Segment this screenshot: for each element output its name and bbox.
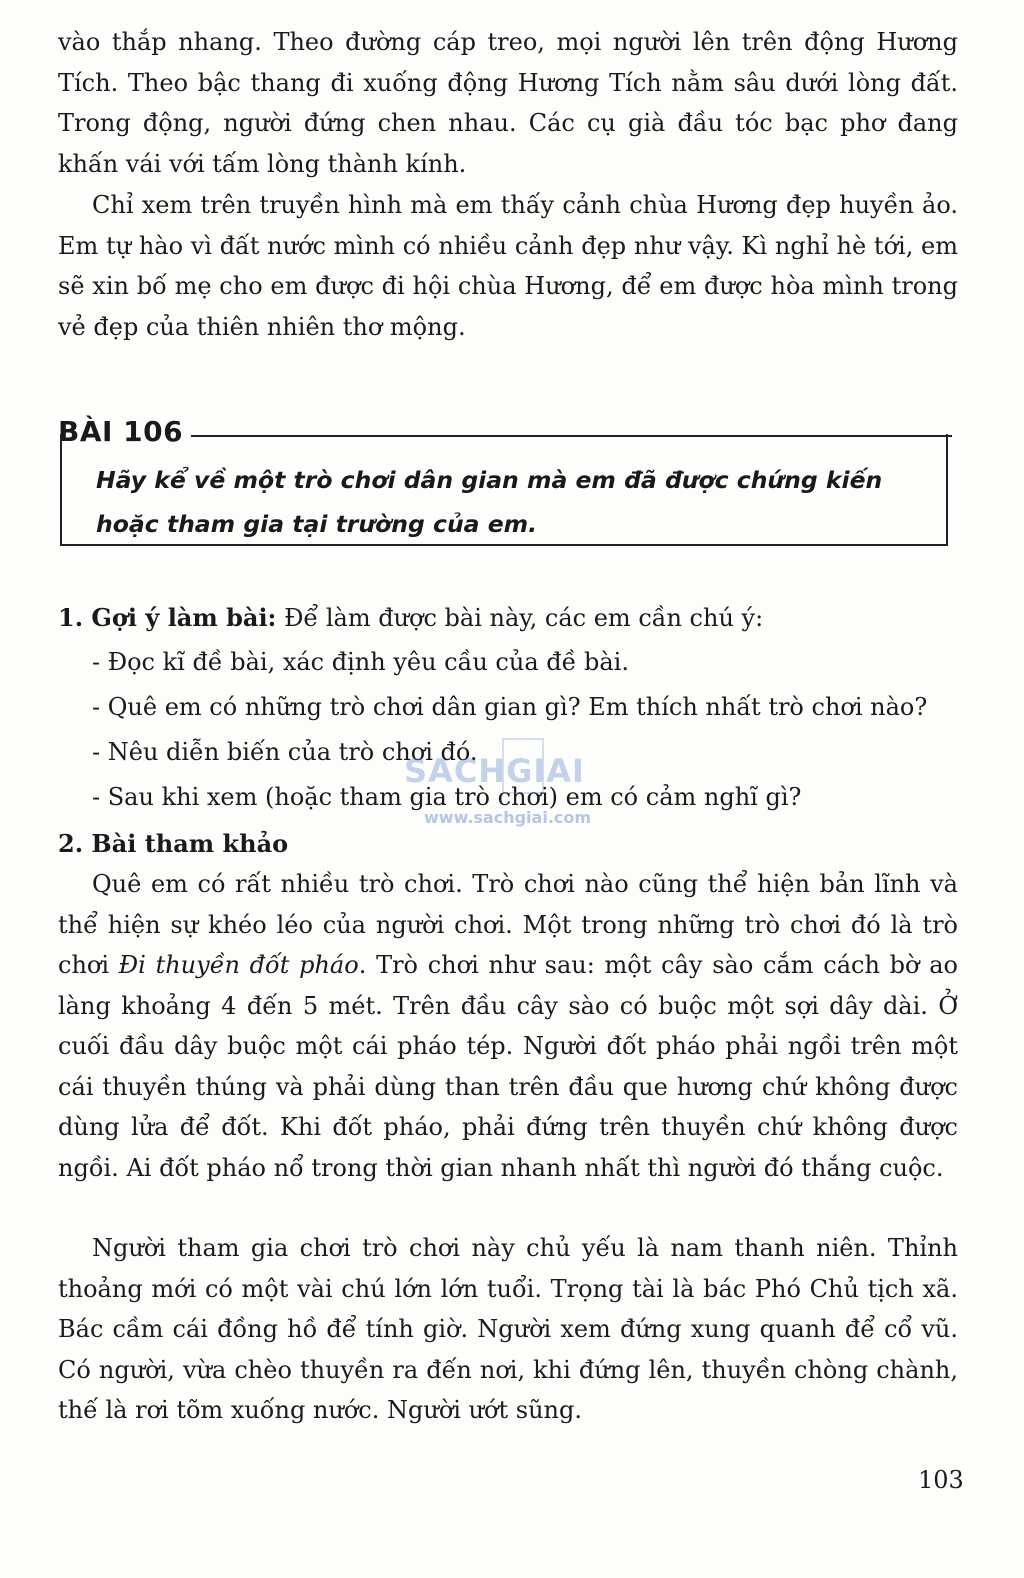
lesson-title: BÀI 106	[58, 412, 191, 452]
reference-paragraph-1-end: . Trò chơi như sau: một cây sào cắm cách bờ ao làng khoảng 4 đến 5 mét. Trên đầu cây sào có buộc một sợi dây dài. Ở cuối đầu dây buộc một cái pháo tép. Người đốt pháo phải ngồi trên một cái thuyền thúng và phải dùng than trên đầu que hương chứ không được dùng lửa để đốt. Khi đốt pháo, phải đứng trên thuyền chứ không được ngồi. Ai đốt pháo nổ trong thời gian nhanh nhất thì người đó thắng cuộc.	[58, 951, 959, 1182]
task-box	[60, 434, 948, 546]
intro-paragraph-1: vào thắp nhang. Theo đường cáp treo, mọi người lên trên động Hương Tích. Theo bậc thang đi xuống động Hương Tích nằm sâu dưới lòng đất. Trong động, người đứng chen nhau. Các cụ già đầu tóc bạc phơ đang khấn vái với tấm lòng thành kính.	[58, 28, 958, 178]
guide-item: - Đọc kĩ đề bài, xác định yêu cầu của đề bài.	[92, 648, 629, 676]
task-text: Hãy kể về một trò chơi dân gian mà em đã được chứng kiến hoặc tham gia tại trường của em.	[96, 466, 883, 538]
guide-heading: 1. Gợi ý làm bài:	[58, 603, 277, 632]
guide-intro: Để làm được bài này, các em cần chú ý:	[284, 604, 764, 632]
intro-paragraph-2: Chỉ xem trên truyền hình mà em thấy cảnh chùa Hương đẹp huyền ảo. Em tự hào vì đất nước mình có nhiều cảnh đẹp như vậy. Kì nghỉ hè tới, em sẽ xin bố mẹ cho em được đi hội chùa Hương, để em được hòa mình trong vẻ đẹp của thiên nhiên thơ mộng.	[58, 191, 958, 341]
guide-list	[92, 640, 927, 820]
game-name: Đi thuyền đốt pháo	[118, 951, 359, 979]
guide-item: - Nêu diễn biến của trò chơi đó.	[92, 738, 478, 766]
guide-item: - Sau khi xem (hoặc tham gia trò chơi) em có cảm nghĩ gì?	[92, 783, 802, 811]
reference-paragraph-2: Người tham gia chơi trò chơi này chủ yếu là nam thanh niên. Thỉnh thoảng mới có một vài chú lớn lớn tuổi. Trọng tài là bác Phó Chủ tịch xã. Bác cầm cái đồng hồ để tính giờ. Người xem đứng xung quanh để cổ vũ. Có người, vừa chèo thuyền ra đến nơi, khi đứng lên, thuyền chòng chành, thế là rơi tõm xuống nước. Người ướt sũng.	[58, 1234, 958, 1424]
reference-heading: 2. Bài tham khảo	[58, 829, 289, 858]
page-number: 103	[918, 1466, 964, 1494]
reference-paragraph-1-start: Quê em có rất nhiều trò chơi. Trò chơi nào cũng thể hiện bản lĩnh và thể hiện sự khéo léo của người chơi. Một trong những trò chơi đó là trò chơi	[58, 870, 958, 979]
watermark-url: www.sachgiai.com	[424, 808, 592, 827]
guide-line	[58, 596, 763, 640]
guide-item: - Quê em có những trò chơi dân gian gì? Em thích nhất trò chơi nào?	[92, 693, 928, 721]
watermark-logo: SACHGIAI	[404, 752, 585, 790]
reference-paragraph-1	[58, 864, 958, 1188]
